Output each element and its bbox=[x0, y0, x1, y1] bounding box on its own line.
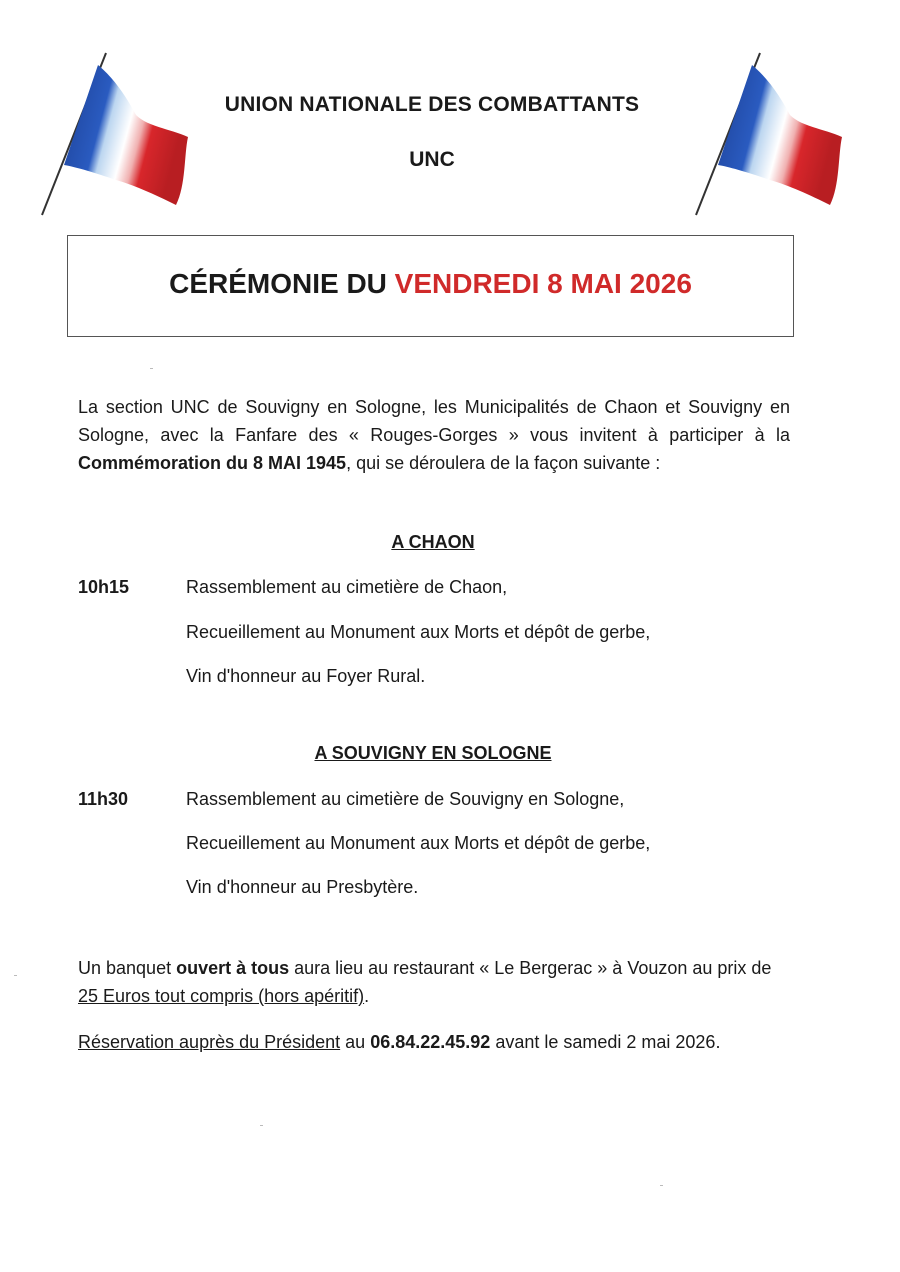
step-souvigny-3: Vin d'honneur au Presbytère. bbox=[186, 877, 419, 897]
banquet-bold: ouvert à tous bbox=[176, 958, 290, 978]
reservation-text-2: avant le samedi 2 mai 2026. bbox=[490, 1032, 721, 1052]
ceremony-title bbox=[68, 268, 793, 300]
french-flag-icon-left bbox=[36, 45, 196, 220]
title-date: VENDREDI 8 MAI 2026 bbox=[394, 268, 692, 299]
intro-text-after: , qui se déroulera de la façon suivante : bbox=[346, 453, 661, 473]
reservation-contact: Réservation auprès du Président bbox=[78, 1032, 341, 1052]
scan-speck bbox=[660, 1185, 663, 1186]
step-chaon-2: Recueillement au Monument aux Morts et dépôt de gerbe, bbox=[186, 622, 651, 642]
scan-speck bbox=[260, 1125, 263, 1126]
title-box bbox=[67, 235, 794, 337]
scan-speck bbox=[150, 368, 153, 369]
step-souvigny-1: Rassemblement au cimetière de Souvigny en Sologne, bbox=[186, 789, 625, 809]
intro-bold: Commémoration du 8 MAI 1945 bbox=[78, 453, 347, 473]
step-chaon-1: Rassemblement au cimetière de Chaon, bbox=[186, 577, 508, 597]
section-heading-chaon: A CHAON bbox=[391, 532, 475, 552]
banquet-price: 25 Euros tout compris (hors apéritif) bbox=[78, 986, 365, 1006]
time-chaon: 10h15 bbox=[78, 577, 130, 597]
banquet-text-2: aura lieu au restaurant « Le Bergerac » à Vouzon au prix de bbox=[289, 958, 772, 978]
step-souvigny-2: Recueillement au Monument aux Morts et dépôt de gerbe, bbox=[186, 833, 651, 853]
banquet-paragraph bbox=[78, 954, 790, 1010]
reservation-text-1: au bbox=[340, 1032, 371, 1052]
intro-paragraph bbox=[78, 393, 790, 477]
scan-speck bbox=[14, 975, 17, 976]
banquet-text-1: Un banquet bbox=[78, 958, 177, 978]
step-chaon-3: Vin d'honneur au Foyer Rural. bbox=[186, 666, 426, 686]
organization-abbreviation: UNC bbox=[409, 148, 455, 171]
reservation-line bbox=[78, 1028, 790, 1056]
french-flag-icon-right bbox=[690, 45, 850, 220]
section-heading-souvigny: A SOUVIGNY EN SOLOGNE bbox=[314, 743, 552, 763]
intro-text-before: La section UNC de Souvigny en Sologne, les Municipalités de Chaon et Souvigny en Sologne, avec la Fanfare des « Rouges-Gorges » vous invitent à participer à la bbox=[78, 397, 790, 445]
title-prefix: CÉRÉMONIE DU bbox=[169, 268, 395, 299]
reservation-phone: 06.84.22.45.92 bbox=[370, 1032, 491, 1052]
banquet-text-3: . bbox=[364, 986, 370, 1006]
organization-name: UNION NATIONALE DES COMBATTANTS bbox=[224, 93, 640, 116]
time-souvigny: 11h30 bbox=[78, 789, 129, 809]
